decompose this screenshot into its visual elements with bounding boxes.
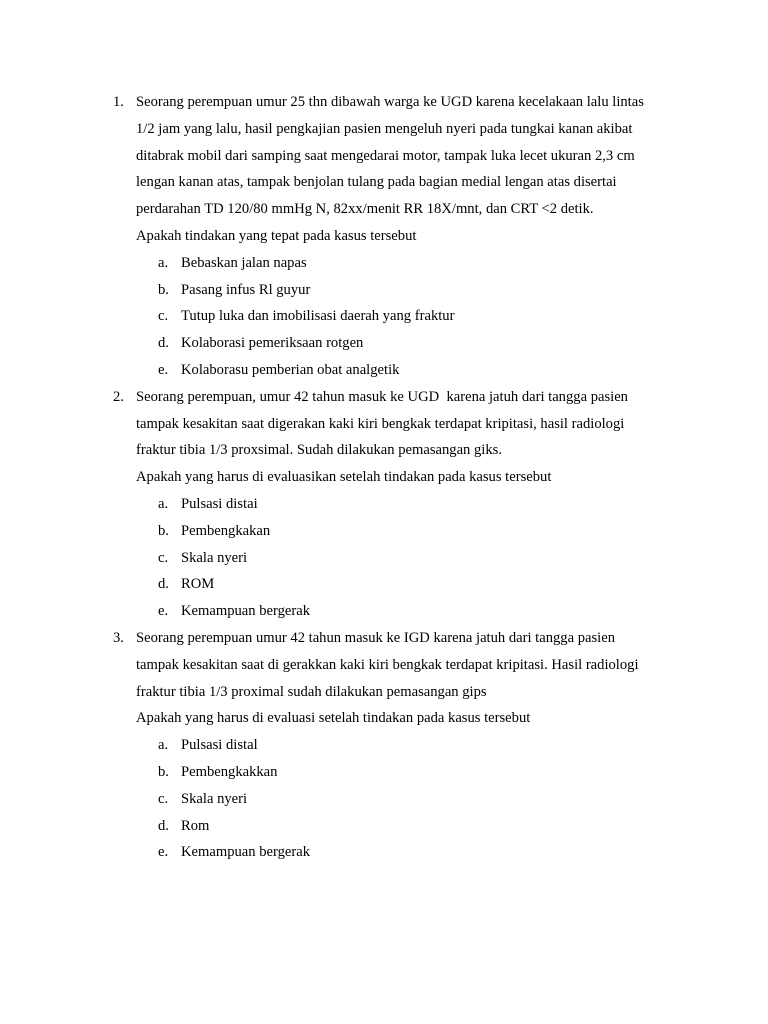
option-text: Bebaskan jalan napas [181,254,307,271]
option-text: Kolaborasu pemberian obat analgetik [181,361,400,378]
option-a [136,250,676,277]
option-text: Kemampuan bergerak [181,844,310,861]
option-text: Pasang infus Rl guyur [181,281,311,298]
option-letter: a. [158,737,169,754]
option-text: ROM [181,576,215,593]
option-text: Kolaborasi pemeriksaan rotgen [181,335,364,352]
question-number: 2. [113,388,124,405]
option-text: Kemampuan bergerak [181,603,310,620]
option-list [136,732,676,866]
question-prompt: Apakah tindakan yang tepat pada kasus tersebut [136,227,417,244]
question-text-line: 1/2 jam yang lalu, hasil pengkajian pasien mengeluh nyeri pada tungkai kanan akibat [136,120,633,137]
option-letter: b. [158,763,169,780]
option-letter: b. [158,281,169,298]
option-text: Pembengkakkan [181,763,278,780]
option-list [136,250,676,384]
question-prompt: Apakah yang harus di evaluasikan setelah tindakan pada kasus tersebut [136,469,552,486]
option-e [136,839,676,866]
question-text-line: perdarahan TD 120/80 mmHg N, 82xx/menit RR 18X/mnt, dan CRT <2 detik. [136,201,594,218]
question-3 [113,625,676,866]
option-b [136,759,676,786]
option-d [136,571,676,598]
question-number: 1. [113,94,124,110]
option-letter: c. [158,549,169,566]
option-b [136,277,676,304]
question-text-line: Seorang perempuan umur 25 thn dibawah warga ke UGD karena kecelakaan lalu lintas [136,94,644,110]
option-b [136,518,676,545]
option-d [136,330,676,357]
question-prompt: Apakah yang harus di evaluasi setelah tindakan pada kasus tersebut [136,710,531,727]
option-text: Skala nyeri [181,790,248,807]
option-a [136,491,676,518]
question-text-line: ditabrak mobil dari samping saat mengedarai motor, tampak luka lecet ukuran 2,3 cm [136,147,635,164]
question-text-line: fraktur tibia 1/3 proximal sudah dilakukan pemasangan gips [136,683,487,700]
option-c [136,545,676,572]
option-c [136,786,676,813]
option-letter: b. [158,522,169,539]
option-list [136,491,676,625]
option-letter: e. [158,361,169,378]
option-text: Rom [181,817,210,834]
option-letter: d. [158,576,169,593]
option-letter: e. [158,603,169,620]
option-text: Pulsasi distal [181,737,258,754]
option-text: Tutup luka dan imobilisasi daerah yang fraktur [181,308,455,325]
question-text-line: fraktur tibia 1/3 proxsimal. Sudah dilakukan pemasangan giks. [136,442,502,459]
option-letter: d. [158,335,169,352]
option-e [136,598,676,625]
option-text: Pembengkakan [181,522,271,539]
option-letter: e. [158,844,169,861]
question-text-line: tampak kesakitan saat digerakan kaki kiri bengkak terdapat kripitasi, hasil radiologi [136,415,625,432]
option-letter: d. [158,817,169,834]
question-text-line: tampak kesakitan saat di gerakkan kaki kiri bengkak terdapat kripitasi. Hasil radiologi [136,656,639,673]
option-letter: c. [158,308,169,325]
option-letter: c. [158,790,169,807]
question-text-line: Seorang perempuan umur 42 tahun masuk ke IGD karena jatuh dari tangga pasien [136,629,616,646]
option-c [136,303,676,330]
option-letter: a. [158,495,169,512]
question-number: 3. [113,629,124,646]
option-text: Skala nyeri [181,549,248,566]
option-d [136,813,676,840]
option-a [136,732,676,759]
option-letter: a. [158,254,169,271]
question-2 [113,384,676,625]
question-text-line: Seorang perempuan, umur 42 tahun masuk ke UGD karena jatuh dari tangga pasien [136,388,628,405]
option-e [136,357,676,384]
question-list [0,89,768,866]
option-text: Pulsasi distai [181,495,258,512]
question-text-line: lengan kanan atas, tampak benjolan tulang pada bagian medial lengan atas disertai [136,174,617,191]
question-1 [113,89,676,384]
